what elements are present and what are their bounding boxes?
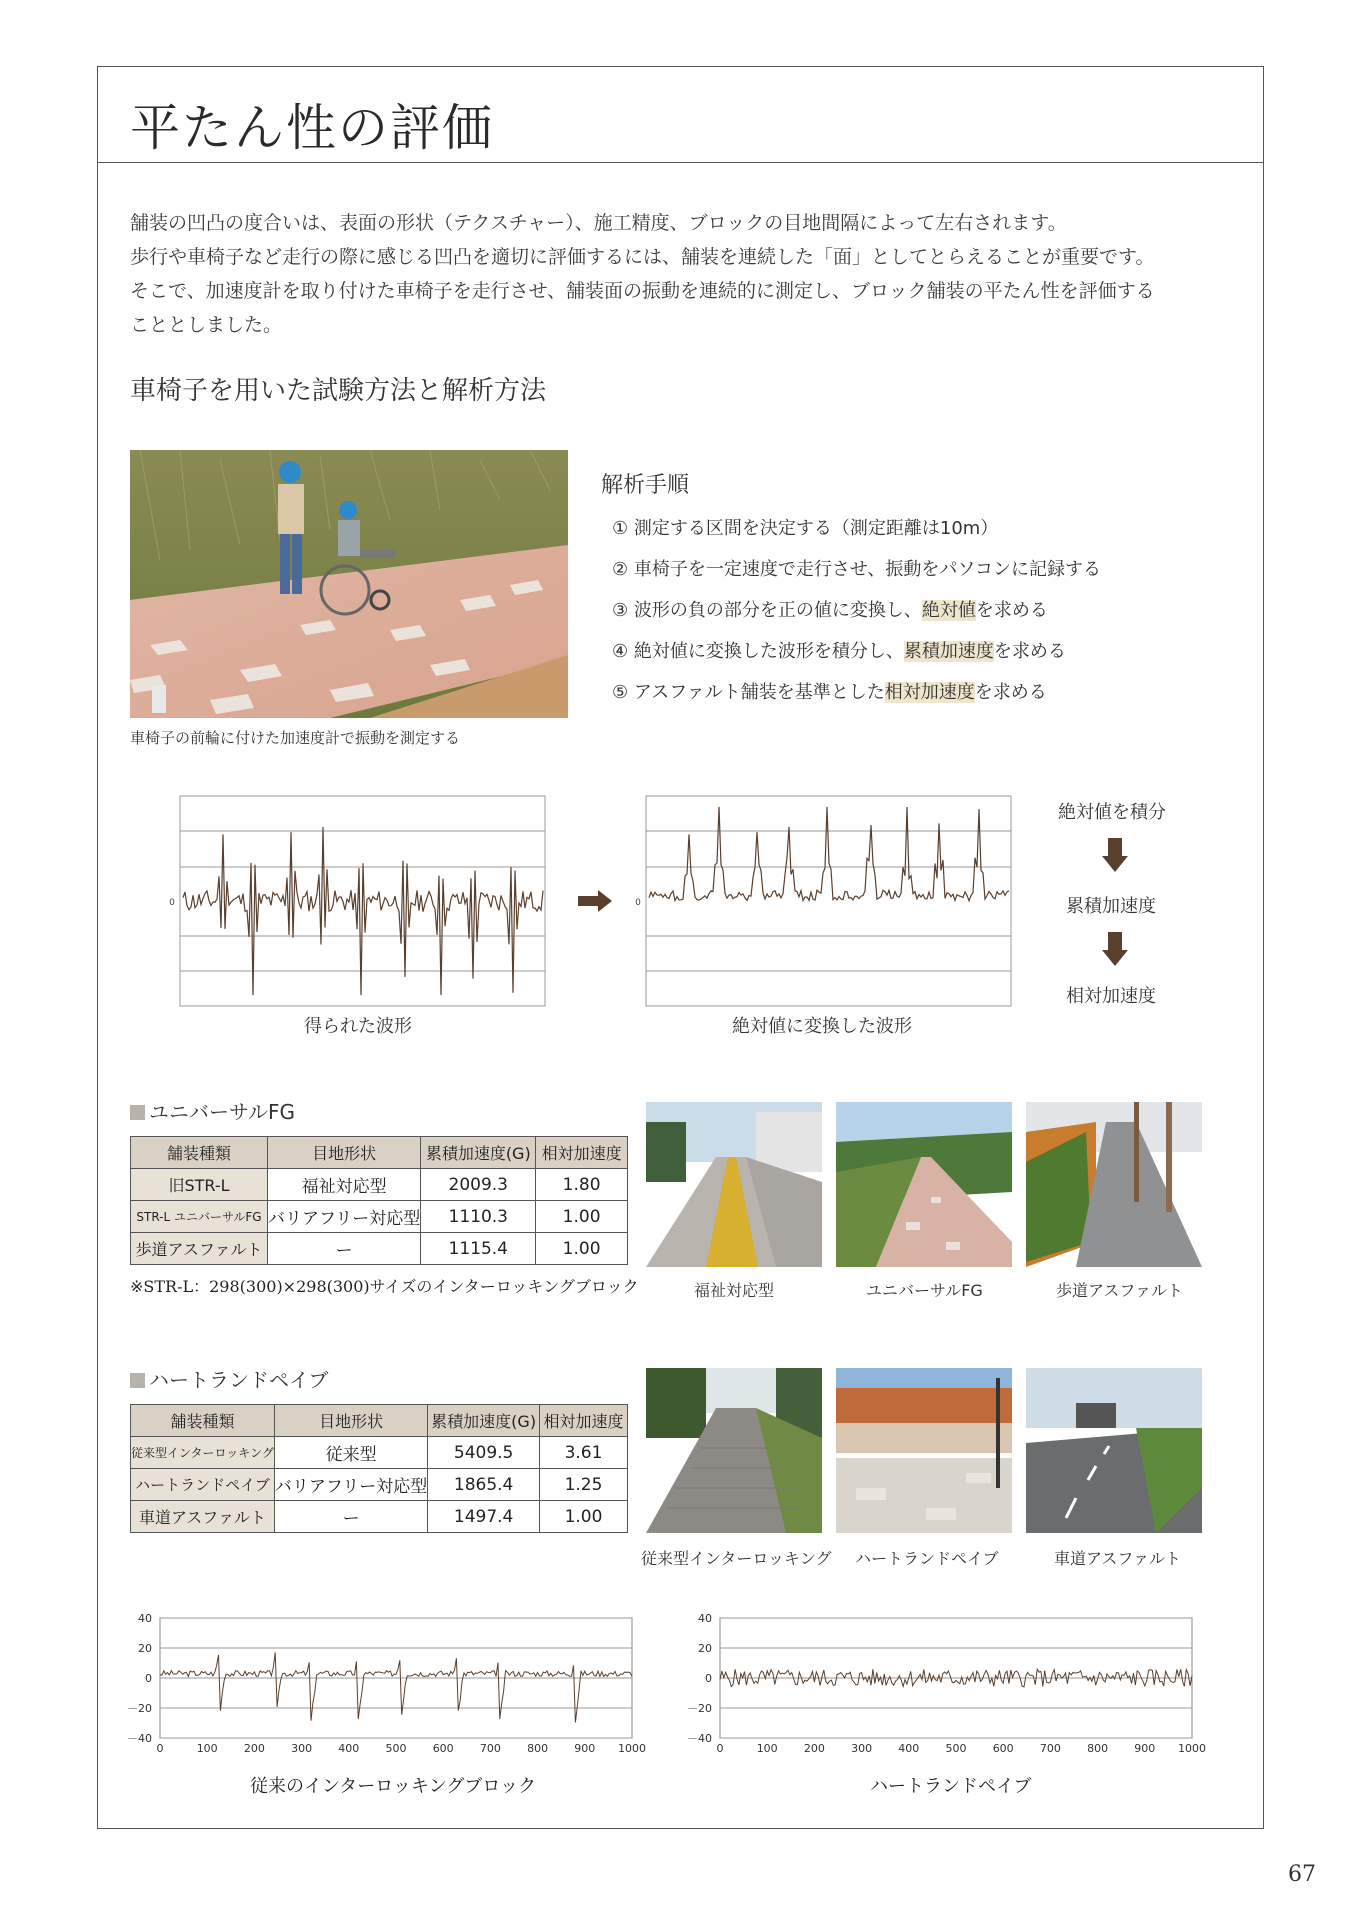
universal-table bbox=[130, 1136, 628, 1265]
title-divider bbox=[97, 162, 1264, 163]
y-tick-label: －40 bbox=[687, 1732, 712, 1745]
x-tick-label: 400 bbox=[898, 1742, 920, 1755]
photo-caption: 従来型インターロッキング bbox=[641, 1549, 832, 1568]
roadway-asphalt-photo bbox=[1026, 1368, 1202, 1533]
heartland-table bbox=[130, 1404, 628, 1533]
table-row: STR-L ユニバーサルFG バリアフリー対応型 1110.3 1.00 bbox=[131, 1201, 628, 1233]
chart-caption: 従来のインターロッキングブロック bbox=[250, 1776, 537, 1797]
photo-caption: 歩道アスファルト bbox=[1056, 1281, 1184, 1300]
x-tick-label: 400 bbox=[338, 1742, 360, 1755]
y-tick-label: 20 bbox=[138, 1642, 152, 1655]
highlight-term: 累積加速度 bbox=[903, 641, 994, 662]
analysis-title: 解析手順 bbox=[601, 473, 690, 498]
absolute-waveform-chart bbox=[626, 795, 1012, 1007]
table-row: 従来型インターロッキング 従来型 5409.5 3.61 bbox=[131, 1437, 628, 1469]
raw-waveform-caption: 得られた波形 bbox=[304, 1016, 412, 1037]
highlight-term: 相対加速度 bbox=[884, 682, 975, 703]
x-tick-label: 800 bbox=[527, 1742, 549, 1755]
y-tick-label: －20 bbox=[127, 1702, 152, 1715]
x-tick-label: 1000 bbox=[618, 1742, 646, 1755]
right-arrow-icon bbox=[578, 890, 612, 916]
x-tick-label: 700 bbox=[479, 1742, 501, 1755]
intro-line: 歩行や車椅子など走行の際に感じる凹凸を適切に評価するには、舗装を連続した「面」としてとらえることが重要です。 bbox=[130, 246, 1155, 268]
chart-frame bbox=[646, 796, 1011, 1006]
x-tick-label: 100 bbox=[756, 1742, 778, 1755]
flow-step-integrate: 絶対値を積分 bbox=[1058, 802, 1166, 823]
section-heading: 車椅子を用いた試験方法と解析方法 bbox=[130, 376, 547, 406]
universal-fg-photo bbox=[836, 1102, 1012, 1267]
analysis-step: ② 車椅子を一定速度で走行させ、振動をパソコンに記録する bbox=[612, 559, 1101, 580]
universal-heading: ユニバーサルFG bbox=[130, 1096, 295, 1125]
x-tick-label: 0 bbox=[156, 1742, 164, 1755]
analysis-step: ④ 絶対値に変換した波形を積分し、累積加速度を求める bbox=[612, 641, 1066, 662]
table-header-row: 舗装種類 目地形状 累積加速度(G) 相対加速度 bbox=[131, 1405, 628, 1437]
table-footnote: ※STR-L：298(300)×298(300)サイズのインターロッキングブロック bbox=[130, 1277, 639, 1296]
square-bullet-icon bbox=[130, 1105, 145, 1120]
photo-caption: 車椅子の前輪に付けた加速度計で振動を測定する bbox=[130, 729, 461, 747]
x-tick-label: 900 bbox=[1134, 1742, 1156, 1755]
y-tick-label: 40 bbox=[698, 1612, 712, 1625]
table-row: 車道アスファルト ー 1497.4 1.00 bbox=[131, 1501, 628, 1533]
y-tick-label: －20 bbox=[687, 1702, 712, 1715]
analysis-step: ① 測定する区間を決定する（測定距離は10m） bbox=[612, 518, 999, 539]
conventional-interlocking-photo bbox=[646, 1368, 822, 1533]
x-tick-label: 200 bbox=[803, 1742, 825, 1755]
sidewalk-asphalt-photo bbox=[1026, 1102, 1202, 1267]
down-arrow-icon bbox=[1102, 932, 1128, 970]
photo-caption: 福祉対応型 bbox=[694, 1281, 775, 1300]
intro-paragraph bbox=[130, 206, 1240, 342]
intro-line: 舗装の凹凸の度合いは、表面の形状（テクスチャー）、施工精度、ブロックの目地間隔によって左右されます。 bbox=[130, 212, 1067, 234]
y-tick-label: －40 bbox=[127, 1732, 152, 1745]
page-number: 67 bbox=[1288, 1862, 1316, 1887]
table-header-row: 舗装種類 目地形状 累積加速度(G) 相対加速度 bbox=[131, 1137, 628, 1169]
x-tick-label: 300 bbox=[291, 1742, 313, 1755]
x-tick-label: 300 bbox=[851, 1742, 873, 1755]
y-tick-label: 40 bbox=[138, 1612, 152, 1625]
photo-caption: ハートランドペイブ bbox=[855, 1549, 999, 1568]
analysis-step: ③ 波形の負の部分を正の値に変換し、絶対値を求める bbox=[612, 600, 1048, 621]
x-tick-label: 1000 bbox=[1178, 1742, 1206, 1755]
intro-line: こととしました。 bbox=[130, 314, 283, 336]
absolute-waveform-caption: 絶対値に変換した波形 bbox=[732, 1016, 912, 1037]
highlight-term: 絶対値 bbox=[921, 600, 976, 621]
chart-caption: ハートランドペイブ bbox=[870, 1776, 1032, 1797]
wheelchair-test-photo bbox=[130, 450, 568, 718]
x-tick-label: 200 bbox=[243, 1742, 265, 1755]
page-title: 平たん性の評価 bbox=[130, 99, 494, 157]
x-tick-label: 900 bbox=[574, 1742, 596, 1755]
conventional-vibration-chart bbox=[120, 1610, 646, 1774]
x-tick-label: 600 bbox=[432, 1742, 454, 1755]
welfare-paving-photo bbox=[646, 1102, 822, 1267]
photo-caption: ユニバーサルFG bbox=[866, 1281, 983, 1300]
raw-waveform-chart bbox=[160, 795, 546, 1007]
x-tick-label: 100 bbox=[196, 1742, 218, 1755]
y-tick-label: 20 bbox=[698, 1642, 712, 1655]
zero-label: 0 bbox=[169, 898, 175, 908]
flow-step-cumulative: 累積加速度 bbox=[1066, 896, 1156, 917]
heartland-vibration-chart bbox=[680, 1610, 1206, 1774]
heartland-heading: ハートランドペイブ bbox=[130, 1364, 328, 1393]
x-tick-label: 800 bbox=[1087, 1742, 1109, 1755]
y-tick-label: 0 bbox=[145, 1672, 152, 1685]
zero-label: 0 bbox=[635, 898, 641, 908]
x-tick-label: 0 bbox=[716, 1742, 724, 1755]
x-tick-label: 500 bbox=[945, 1742, 967, 1755]
table-row: 歩道アスファルト ー 1115.4 1.00 bbox=[131, 1233, 628, 1265]
down-arrow-icon bbox=[1102, 838, 1128, 876]
intro-line: そこで、加速度計を取り付けた車椅子を走行させ、舗装面の振動を連続的に測定し、ブロック舗装の平たん性を評価する bbox=[130, 280, 1155, 302]
x-tick-label: 600 bbox=[992, 1742, 1014, 1755]
x-tick-label: 500 bbox=[385, 1742, 407, 1755]
flow-step-relative: 相対加速度 bbox=[1066, 986, 1156, 1007]
x-tick-label: 700 bbox=[1039, 1742, 1061, 1755]
photo-caption: 車道アスファルト bbox=[1054, 1549, 1182, 1568]
analysis-step: ⑤ アスファルト舗装を基準とした相対加速度を求める bbox=[612, 682, 1047, 703]
square-bullet-icon bbox=[130, 1373, 145, 1388]
heartland-pave-photo bbox=[836, 1368, 1012, 1533]
table-row: 旧STR-L 福祉対応型 2009.3 1.80 bbox=[131, 1169, 628, 1201]
table-row: ハートランドペイブ バリアフリー対応型 1865.4 1.25 bbox=[131, 1469, 628, 1501]
y-tick-label: 0 bbox=[705, 1672, 712, 1685]
